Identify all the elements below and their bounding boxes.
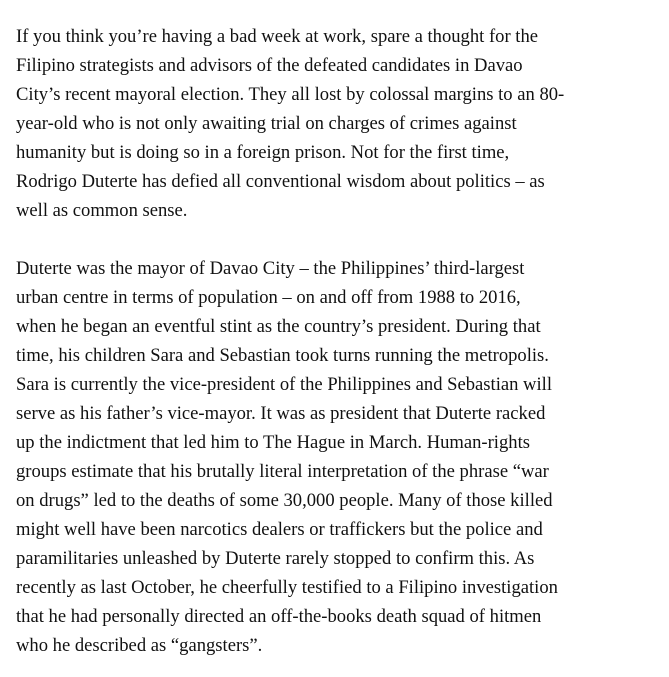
text-line: who he described as “gangsters”.: [16, 635, 263, 656]
text-line: when he began an eventful stint as the country’s president. During that: [16, 316, 541, 337]
text-line: Duterte was the mayor of Davao City – the Philippines’ third-largest: [16, 258, 525, 279]
text-line: recently as last October, he cheerfully testified to a Filipino investigation: [16, 577, 558, 598]
text-line: humanity but is doing so in a foreign prison. Not for the first time,: [16, 142, 510, 163]
text-line: Filipino strategists and advisors of the defeated candidates in Davao: [16, 55, 523, 76]
paragraph-1: [16, 22, 653, 225]
paragraph-2: [16, 254, 653, 660]
text-line: might well have been narcotics dealers or traffickers but the police and: [16, 519, 543, 540]
text-line: paramilitaries unleashed by Duterte rarely stopped to confirm this. As: [16, 548, 535, 569]
text-line: Sara is currently the vice-president of the Philippines and Sebastian will: [16, 374, 552, 395]
text-line: If you think you’re having a bad week at work, spare a thought for the: [16, 26, 539, 47]
text-line: serve as his father’s vice-mayor. It was as president that Duterte racked: [16, 403, 546, 424]
text-line: time, his children Sara and Sebastian took turns running the metropolis.: [16, 345, 549, 366]
text-line: groups estimate that his brutally literal interpretation of the phrase “war: [16, 461, 549, 482]
text-line: that he had personally directed an off-the-books death squad of hitmen: [16, 606, 542, 627]
text-line: City’s recent mayoral election. They all lost by colossal margins to an 80-: [16, 84, 565, 105]
text-line: Rodrigo Duterte has defied all conventional wisdom about politics – as: [16, 171, 545, 192]
text-line: urban centre in terms of population – on and off from 1988 to 2016,: [16, 287, 521, 308]
text-line: well as common sense.: [16, 200, 188, 221]
text-line: up the indictment that led him to The Hague in March. Human-rights: [16, 432, 530, 453]
text-line: on drugs” led to the deaths of some 30,000 people. Many of those killed: [16, 490, 553, 511]
text-line: year-old who is not only awaiting trial on charges of crimes against: [16, 113, 517, 134]
